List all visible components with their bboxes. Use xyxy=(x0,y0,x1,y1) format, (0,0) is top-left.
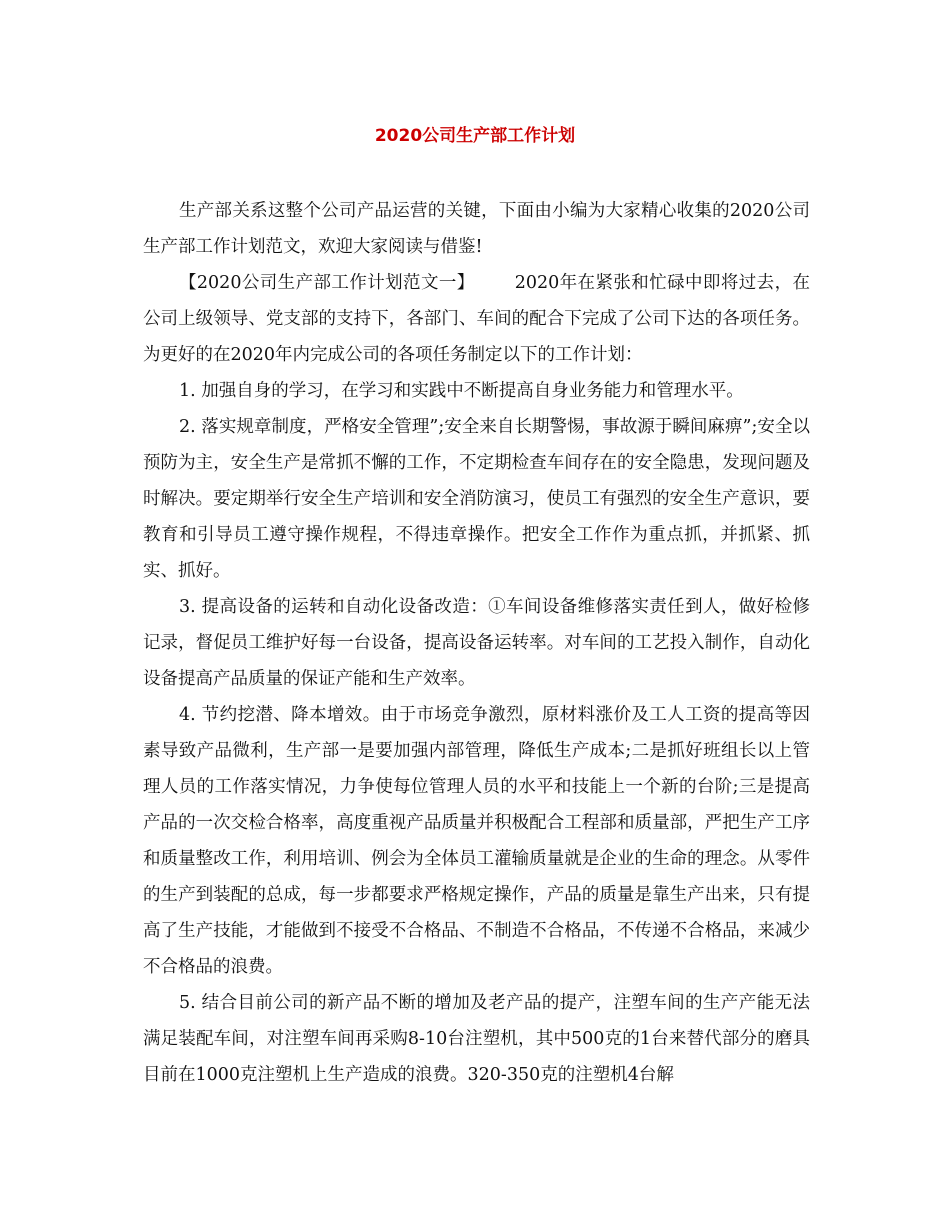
section-intro: 2020年在紧张和忙碌中即将过去，在公司上级领导、党支部的支持下，各部门、车间的配合下完成了公司下达的各项任务。为更好的在2020年内完成公司的各项任务制定以下的工作计划： xyxy=(143,273,810,365)
document-body xyxy=(143,193,810,1093)
list-item: 4. 节约挖潜、降本增效。由于市场竞争激烈，原材料涨价及工人工资的提高等因素导致产品微利，生产部一是要加强内部管理，降低生产成本;二是抓好班组长以上管理人员的工作落实情况，力争使每位管理人员的水平和技能上一个新的台阶;三是提高产品的一次交检合格率，高度重视产品质量并积极配合工程部和质量部，严把生产工序和质量整改工作，利用培训、例会为全体员工灌输质量就是企业的生命的理念。从零件的生产到装配的总成，每一步都要求严格规定操作，产品的质量是靠生产出来，只有提高了生产技能，才能做到不接受不合格品、不制造不合格品，不传递不合格品，来减少不合格品的浪费。 xyxy=(143,705,810,977)
document-title: 2020公司生产部工作计划 xyxy=(374,126,576,146)
section-paragraph xyxy=(143,265,810,373)
list-item: 3. 提高设备的运转和自动化设备改造：①车间设备维修落实责任到人，做好检修记录，督促员工维护好每一台设备，提高设备运转率。对车间的工艺投入制作，自动化设备提高产品质量的保证产能和生产效率。 xyxy=(143,597,810,689)
list-item: 1. 加强自身的学习，在学习和实践中不断提高自身业务能力和管理水平。 xyxy=(179,381,744,401)
intro-paragraph: 生产部关系这整个公司产品运营的关键，下面由小编为大家精心收集的2020公司生产部工作计划范文，欢迎大家阅读与借鉴! xyxy=(143,201,810,257)
section-heading: 【2020公司生产部工作计划范文一】 xyxy=(179,273,475,293)
list-item: 2. 落实规章制度，严格安全管理”;安全来自长期警惕，事故源于瞬间麻痹”;安全以预防为主，安全生产是常抓不懈的工作，不定期检查车间存在的安全隐患，发现问题及时解决。要定期举行安全生产培训和安全消防演习，使员工有强烈的安全生产意识，要教育和引导员工遵守操作规程，不得违章操作。把安全工作作为重点抓，并抓紧、抓实、抓好。 xyxy=(143,417,810,581)
list-item: 5. 结合目前公司的新产品不断的增加及老产品的提产，注塑车间的生产产能无法满足装配车间，对注塑车间再采购8-10台注塑机，其中500克的1台来替代部分的磨具目前在1000克注塑机上生产造成的浪费。320-350克的注塑机4台解 xyxy=(143,993,810,1085)
